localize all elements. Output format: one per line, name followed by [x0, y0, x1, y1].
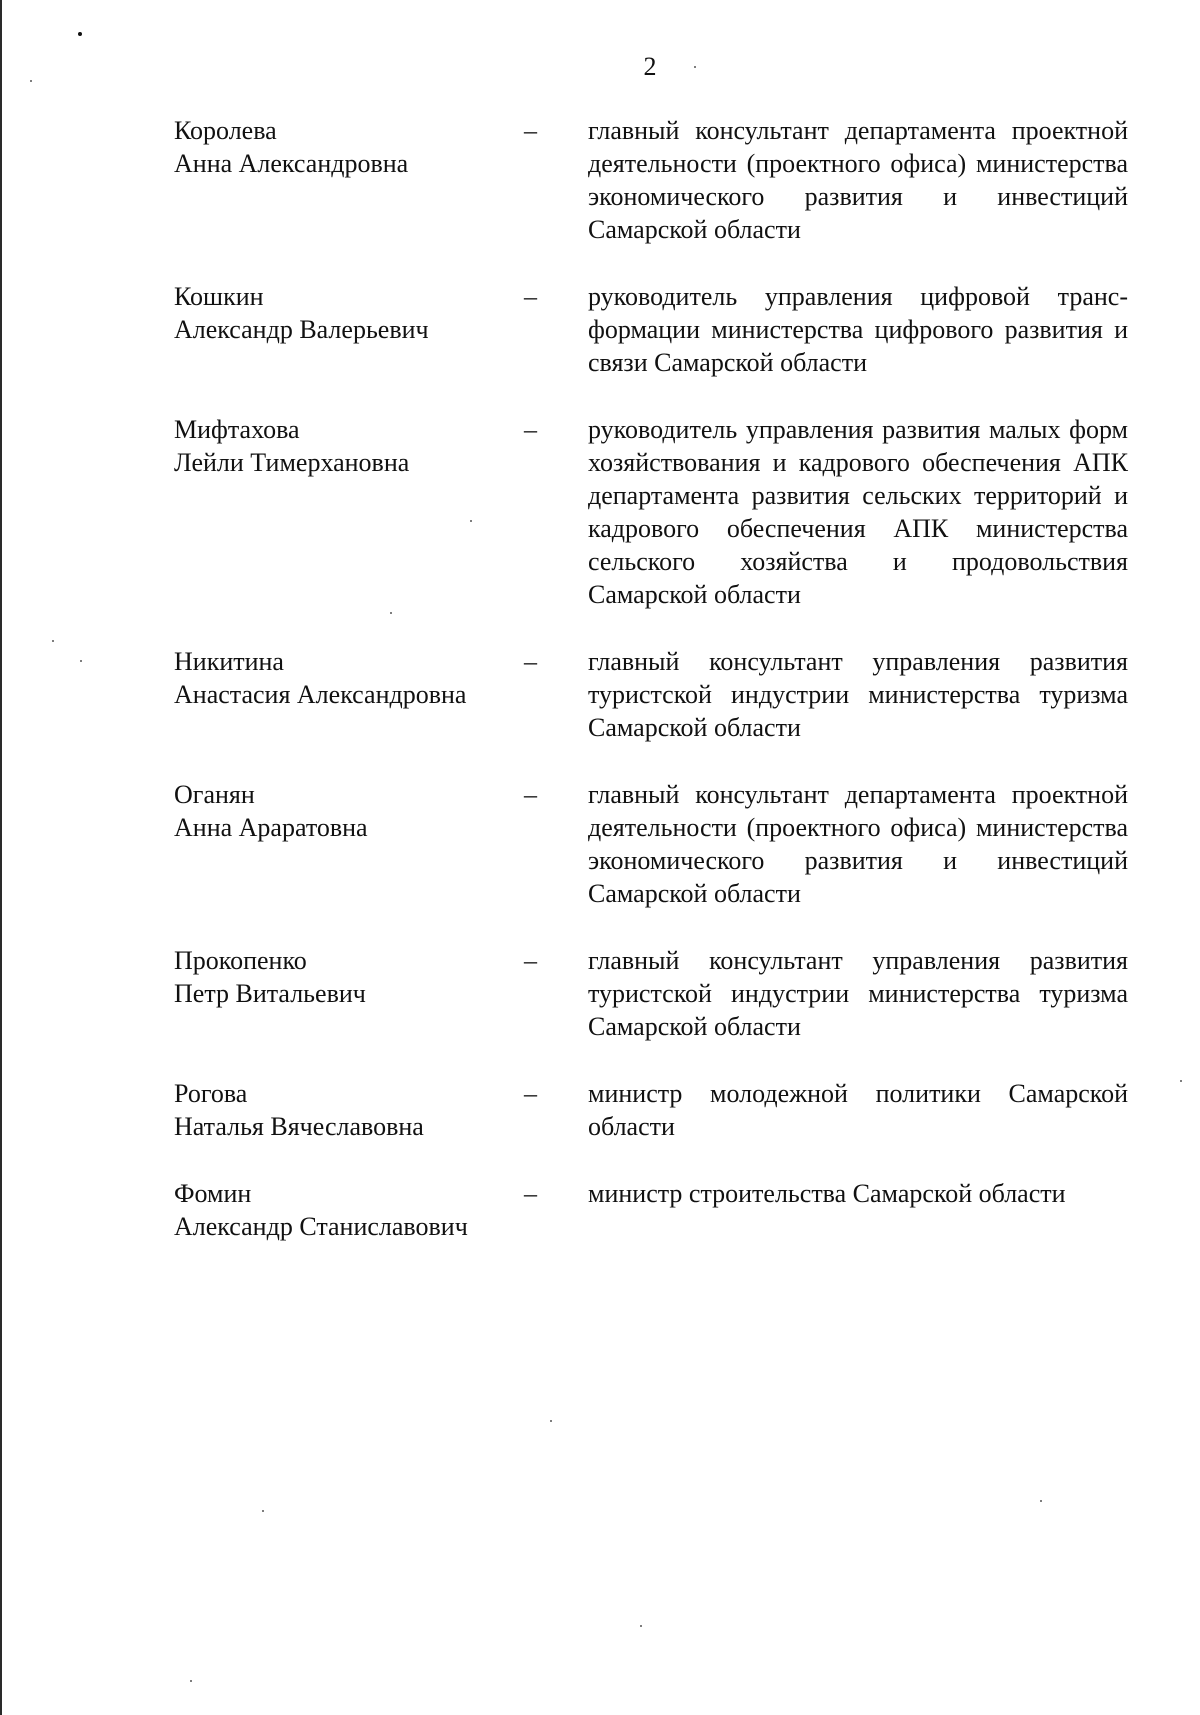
dash-separator: – [524, 647, 537, 676]
member-surname: Никитина [174, 647, 284, 676]
member-surname: Рогова [174, 1079, 248, 1108]
scan-edge-line [0, 0, 2, 1715]
scan-speck [1040, 1500, 1042, 1502]
member-name [174, 645, 524, 711]
member-list [174, 114, 1134, 1243]
scan-speck [80, 660, 82, 662]
member-given-name: Александр Валерьевич [174, 315, 429, 344]
member-surname: Прокопенко [174, 946, 307, 975]
member-surname: Фомин [174, 1179, 252, 1208]
member-entry [174, 114, 1134, 246]
member-given-name: Петр Витальевич [174, 979, 366, 1008]
scan-speck [52, 640, 54, 642]
member-surname: Оганян [174, 780, 255, 809]
member-entry [174, 944, 1134, 1043]
scan-speck [1180, 1080, 1182, 1082]
scan-speck [78, 32, 82, 36]
dash-separator: – [524, 415, 537, 444]
member-given-name: Анна Араратовна [174, 813, 368, 842]
scan-speck [390, 612, 392, 614]
member-name [174, 1177, 524, 1243]
member-position: главный консультант департамента проектной деятельности (проектного офиса) министерства экономического развития и инвестиций Самарской области [588, 780, 1128, 908]
member-position: министр молодежной политики Самарской области [588, 1079, 1128, 1141]
member-name [174, 944, 524, 1010]
member-given-name: Анна Александровна [174, 149, 409, 178]
scan-speck [262, 1510, 264, 1512]
member-position: главный консультант департамента проектной деятельности (проектного офиса) министерства экономического развития и инвестиций Самарской области [588, 116, 1128, 244]
member-position: руководитель управления развития малых форм хозяйствования и кадрового обеспечения АПК департамента развития сельских территорий и кадрового обеспечения АПК министерства сельского хозяйства и продовольствия Самарской области [588, 415, 1128, 609]
dash-separator: – [524, 946, 537, 975]
dash-separator: – [524, 1079, 537, 1108]
scan-speck [190, 1680, 192, 1682]
member-position: главный консультант управления развития туристской индустрии министерства туризма Самарской области [588, 946, 1128, 1041]
member-given-name: Лейли Тимерхановна [174, 448, 410, 477]
member-surname: Королева [174, 116, 277, 145]
scan-speck [640, 1625, 642, 1627]
member-name [174, 114, 524, 180]
member-entry [174, 778, 1134, 910]
member-surname: Мифтахова [174, 415, 300, 444]
scan-speck [470, 520, 472, 522]
dash-separator: – [524, 1179, 537, 1208]
member-given-name: Анастасия Александровна [174, 680, 467, 709]
member-name [174, 280, 524, 346]
member-entry [174, 280, 1134, 379]
dash-separator: – [524, 116, 537, 145]
member-name [174, 1077, 524, 1143]
member-given-name: Александр Станиславович [174, 1212, 468, 1241]
member-position: руководитель управления цифровой трансформации министерства цифрового развития и связи Самарской области [588, 282, 1128, 377]
member-surname: Кошкин [174, 282, 264, 311]
dash-separator: – [524, 282, 537, 311]
dash-separator: – [524, 780, 537, 809]
scan-speck [550, 1420, 552, 1422]
page-number: 2 [643, 52, 657, 81]
member-position: главный консультант управления развития туристской индустрии министерства туризма Самарской области [588, 647, 1128, 742]
member-name [174, 413, 524, 479]
member-position: министр строительства Самарской области [588, 1179, 1066, 1208]
scan-speck [30, 80, 32, 82]
member-given-name: Наталья Вячеславовна [174, 1112, 424, 1141]
member-entry [174, 645, 1134, 744]
scan-speck [694, 66, 696, 68]
member-entry [174, 1177, 1134, 1243]
member-entry [174, 413, 1134, 611]
member-entry [174, 1077, 1134, 1143]
member-name [174, 778, 524, 844]
